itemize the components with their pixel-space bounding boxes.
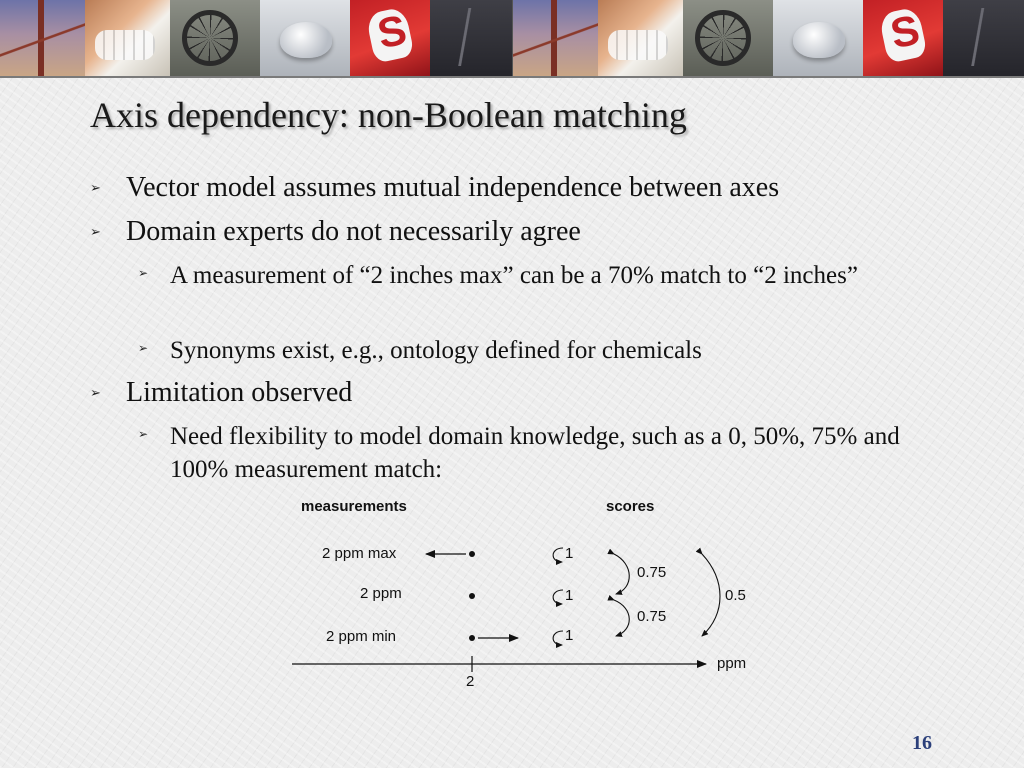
- bridge-photo: [0, 0, 85, 76]
- axis-label: ppm: [717, 655, 747, 672]
- axis-tick-label: 2: [466, 673, 475, 690]
- point-max: [469, 551, 475, 557]
- measurement-label-max: 2 ppm max: [322, 545, 397, 562]
- diagram-graphics: [270, 490, 790, 700]
- bullet-item: [90, 172, 966, 204]
- banner-right: [512, 0, 1024, 76]
- measurement-label-min: 2 ppm min: [326, 628, 397, 645]
- measurements-header: measurements: [301, 498, 407, 515]
- sub-bullet-item: [138, 334, 960, 367]
- arrow-bullet-icon: ➢: [90, 225, 101, 240]
- page-number: 16: [912, 732, 932, 754]
- self-score: 1: [565, 627, 574, 644]
- scores-header: scores: [606, 498, 655, 515]
- dark-photo: [943, 0, 1024, 76]
- wheelchair-photo: [683, 0, 773, 76]
- self-loop-icon: [553, 548, 563, 562]
- measurement-label-exact: 2 ppm: [360, 585, 402, 602]
- point-exact: [469, 593, 475, 599]
- mouse-photo: [773, 0, 863, 76]
- slide-title: Axis dependency: non-Boolean matching: [90, 95, 687, 135]
- stanford-logo-photo: [863, 0, 943, 76]
- arrow-bullet-icon: ➢: [138, 266, 149, 280]
- bullet-text: Domain experts do not necessarily agree: [126, 216, 581, 247]
- wheelchair-photo: [170, 0, 260, 76]
- bridge-photo: [513, 0, 598, 76]
- self-loop-icon: [553, 590, 563, 604]
- dark-photo: [430, 0, 512, 76]
- pair-score-lower: 0.75: [637, 608, 667, 625]
- arrow-bullet-icon: ➢: [90, 386, 101, 401]
- arrow-bullet-icon: ➢: [90, 181, 101, 196]
- upper-pair-arc: [614, 554, 629, 594]
- keyboard-hands-photo: [85, 0, 170, 76]
- keyboard-hands-photo: [598, 0, 683, 76]
- mouse-photo: [260, 0, 350, 76]
- bullet-text: Synonyms exist, e.g., ontology defined for chemicals: [170, 337, 702, 364]
- self-score: 1: [565, 587, 574, 604]
- bullet-text: Need flexibility to model domain knowledge, such as a 0, 50%, 75% and 100% measurement match:: [170, 423, 900, 483]
- sub-bullet-item: [138, 420, 960, 486]
- bullet-text: Limitation observed: [126, 377, 353, 408]
- lower-pair-arc: [614, 600, 629, 636]
- bullet-item: [90, 216, 966, 248]
- banner-left: [0, 0, 512, 76]
- outer-pair-arc: [702, 554, 720, 636]
- sub-bullet-item: [138, 259, 960, 292]
- self-score: 1: [565, 545, 574, 562]
- pair-score-outer: 0.5: [725, 587, 746, 604]
- self-loop-icon: [553, 631, 563, 645]
- header-photo-banner: [0, 0, 1024, 78]
- bullet-text: Vector model assumes mutual independence between axes: [126, 172, 780, 203]
- stanford-logo-photo: [350, 0, 430, 76]
- arrow-bullet-icon: ➢: [138, 341, 149, 355]
- point-min: [469, 635, 475, 641]
- bullet-item: [90, 377, 966, 409]
- pair-score-upper: 0.75: [637, 564, 667, 581]
- arrow-bullet-icon: ➢: [138, 427, 149, 441]
- matching-diagram: [270, 490, 790, 700]
- bullet-text: A measurement of “2 inches max” can be a 70% match to “2 inches”: [170, 262, 858, 289]
